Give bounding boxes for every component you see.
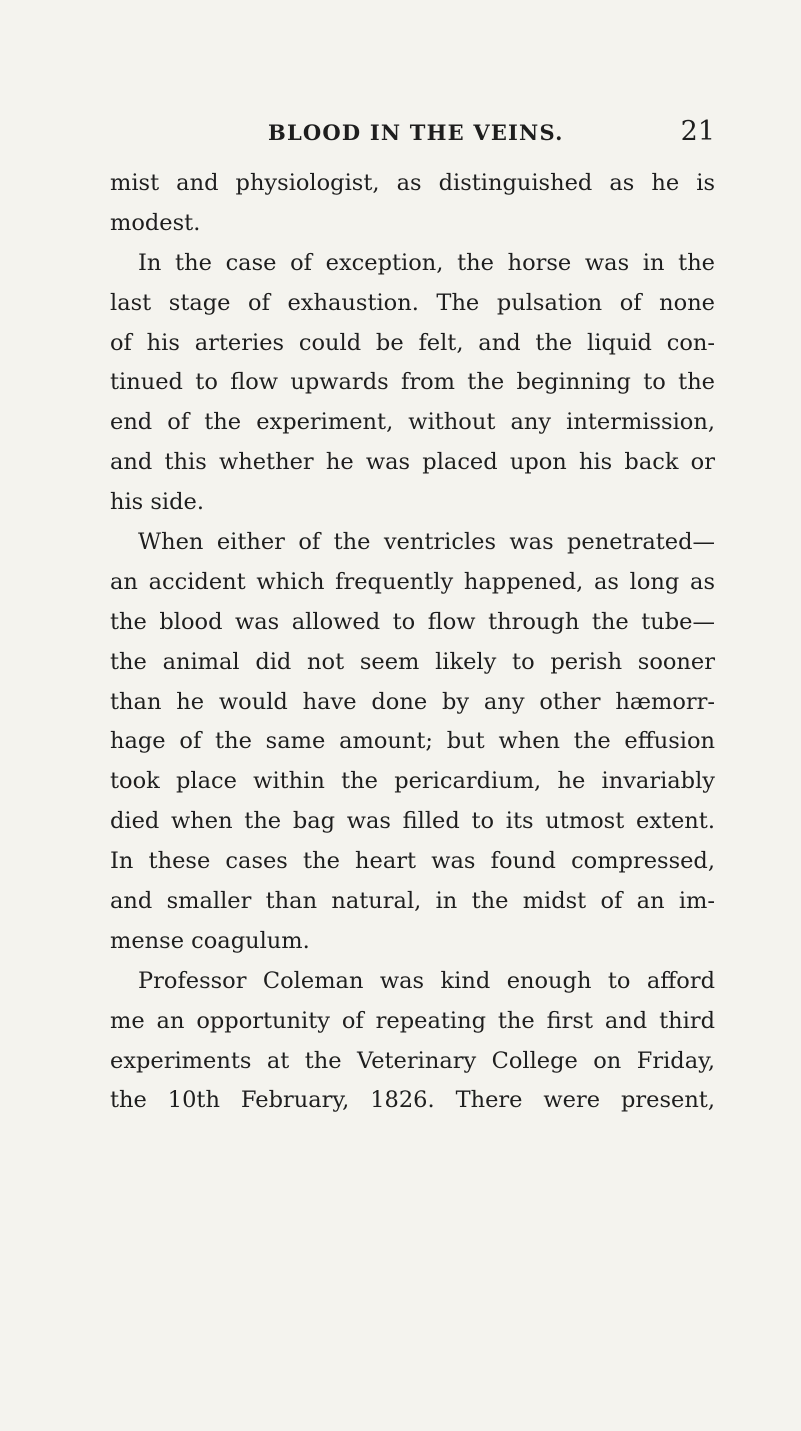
text-line: hage of the same amount; but when the effusion [110,728,715,755]
text-line: the blood was allowed to flow through the tube— [110,608,715,635]
text-line: and smaller than natural, in the midst of an im- [110,888,715,915]
text-line: an accident which frequently happened, as long as [110,568,715,595]
text-line: me an opportunity of repeating the first and third [110,1007,715,1034]
text-line: mist and physiologist, as distinguished as he is [110,170,715,196]
text-line: the 10th February, 1826. There were present, [110,1087,715,1114]
text-line: and this whether he was placed upon his back or [110,449,715,476]
text-line: last stage of exhaustion. The pulsation of none [110,289,715,316]
text-line: of his arteries could be felt, and the liquid con- [110,329,715,356]
text-line: modest. [110,209,201,236]
text-line: Professor Coleman was kind enough to afford [138,967,715,994]
text-line: the animal did not seem likely to perish sooner [110,648,715,675]
body-text [110,164,715,1121]
page-number: 21 [680,116,715,147]
text-line: In these cases the heart was found compressed, [110,848,715,875]
text-line: mense coagulum. [110,927,310,954]
text-line: his side. [110,489,204,516]
text-line: When either of the ventricles was penetrated— [138,529,715,556]
text-line: In the case of exception, the horse was in the [138,249,715,276]
text-line: died when the bag was filled to its utmost extent. [110,808,715,835]
running-head [110,116,715,150]
running-title: BLOOD IN THE VEINS. [268,120,564,145]
text-line: experiments at the Veterinary College on Friday, [110,1047,715,1074]
text-line: end of the experiment, without any intermission, [110,409,715,436]
text-line: than he would have done by any other hæmorr- [110,688,715,715]
text-line: tinued to flow upwards from the beginning to the [110,369,715,396]
text-line: took place within the pericardium, he invariably [110,768,715,795]
